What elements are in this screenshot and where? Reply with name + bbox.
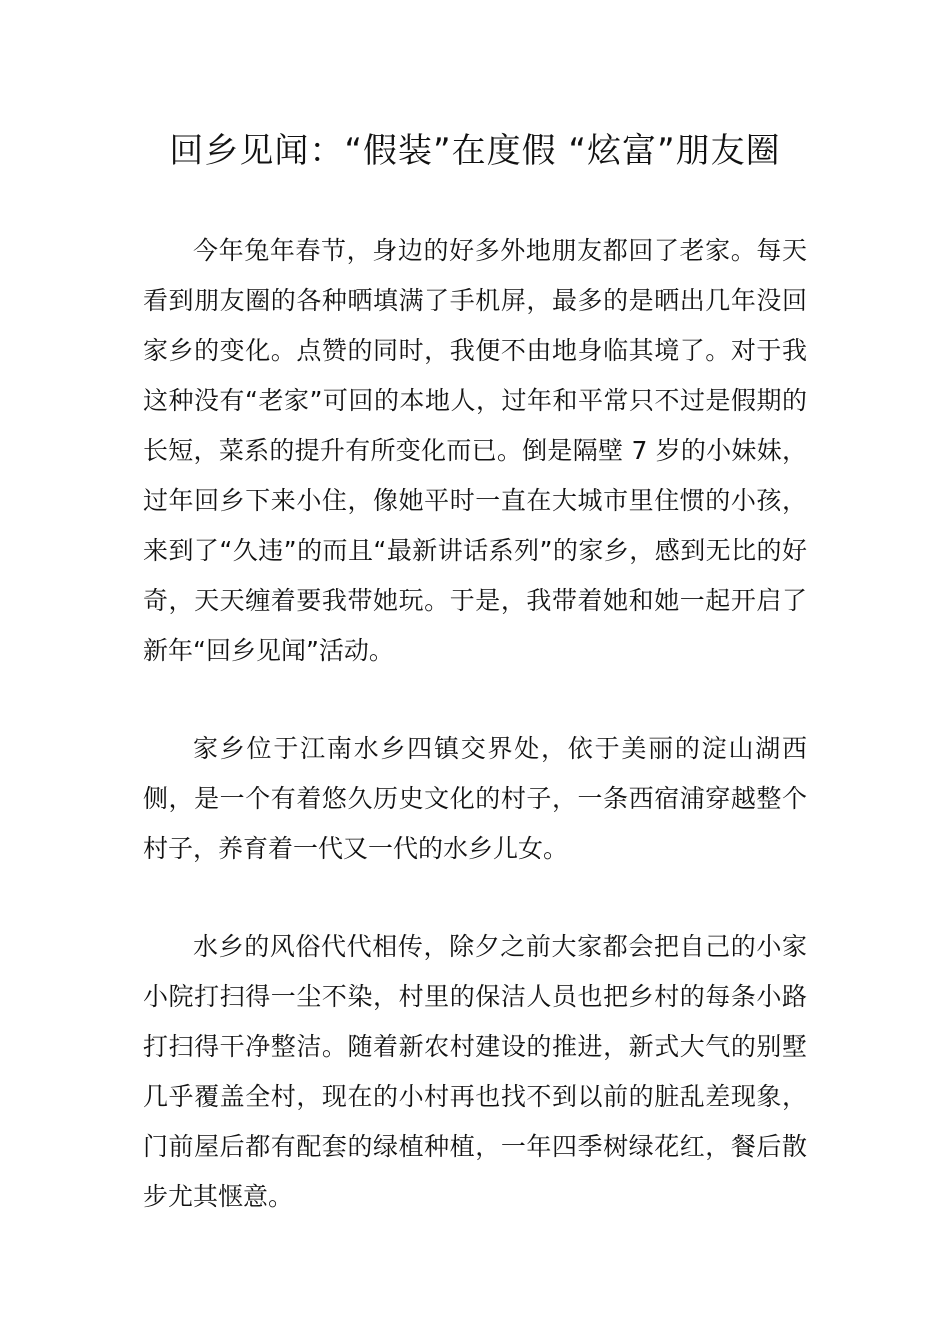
paragraph-2: 家乡位于江南水乡四镇交界处，依于美丽的淀山湖西侧，是一个有着悠久历史文化的村子，一条西宿浦穿越整个村子，养育着一代又一代的水乡儿女。: [143, 734, 807, 863]
document-title: 回乡见闻：“假装”在度假 “炫富”朋友圈: [169, 131, 781, 171]
paragraph-1: 今年兔年春节，身边的好多外地朋友都回了老家。每天看到朋友圈的各种晒填满了手机屏，最多的是晒出几年没回家乡的变化。点赞的同时，我便不由地身临其境了。对于我这种没有“老家”可回的本地人，过年和平常只不过是假期的长短，菜系的提升有所变化而已。倒是隔壁 7 岁的小妹妹，过年回乡下来小住，像她平时一直在大城市里住惯的小孩，来到了“久违”的而且“最新讲话系列”的家乡，感到无比的好奇，天天缠着要我带她玩。于是，我带着她和她一起开启了新年“回乡见闻”活动。: [143, 236, 807, 665]
paragraph-3: 水乡的风俗代代相传，除夕之前大家都会把自己的小家小院打扫得一尘不染，村里的保洁人员也把乡村的每条小路打扫得干净整洁。随着新农村建设的推进，新式大气的别墅几乎覆盖全村，现在的小村再也找不到以前的脏乱差现象，门前屋后都有配套的绿植种植，一年四季树绿花红，餐后散步尤其惬意。: [143, 932, 807, 1211]
